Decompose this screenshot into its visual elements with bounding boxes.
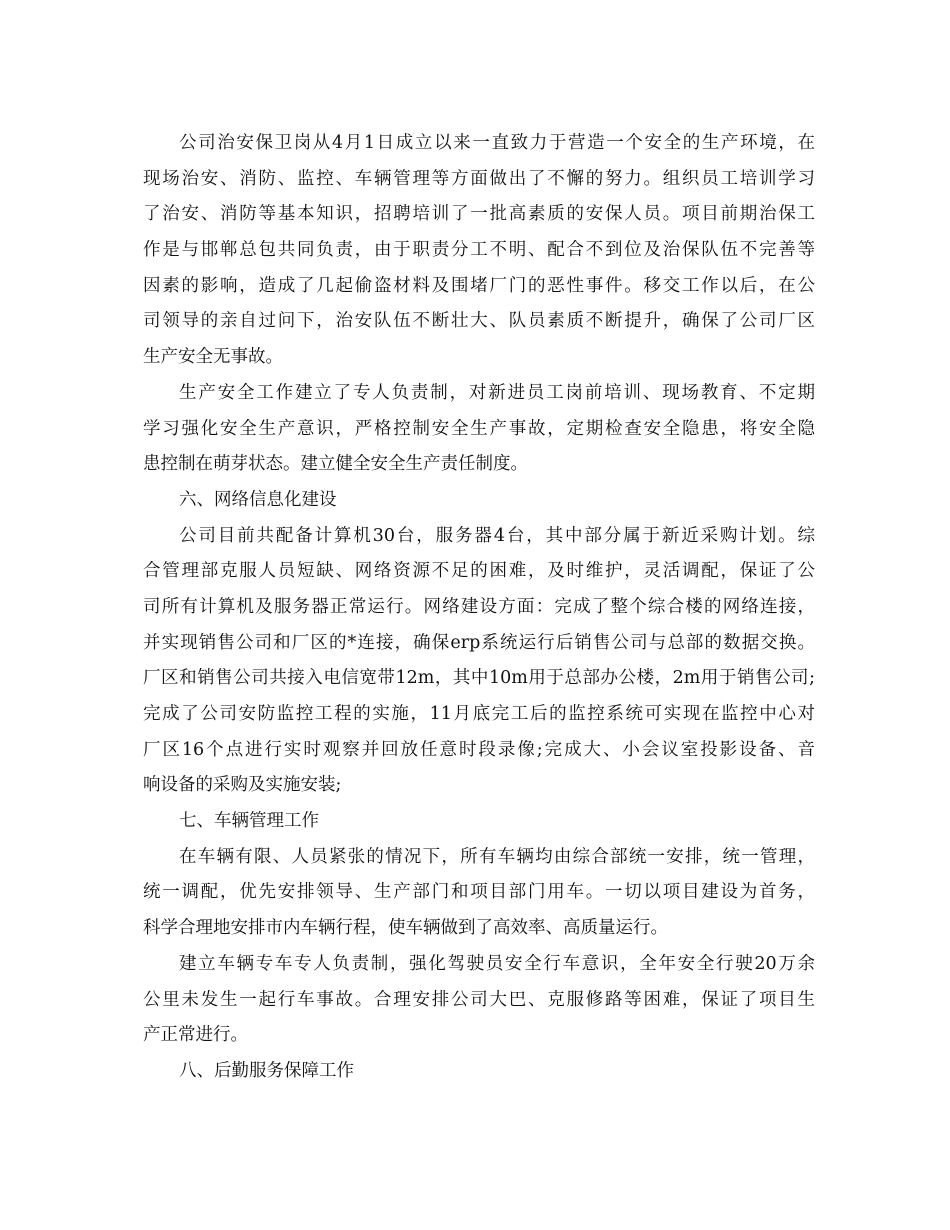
paragraph: [143, 840, 815, 947]
paragraph-line: 公司治安保卫岗从4月1日成立以来一直致力于营造一个安全的生产环境，在: [179, 133, 815, 153]
paragraph-line: 响设备的采购及实施安装;: [143, 775, 342, 796]
paragraph-line: 生产安全无事故。: [143, 347, 283, 368]
paragraph-line: 完成了公司安防监控工程的实施，11月底完工后的监控系统可实现在监控中心对: [143, 704, 815, 724]
paragraph-line: 了治安、消防等基本知识，招聘培训了一批高素质的安保人员。项目前期治保工: [143, 204, 815, 225]
section-heading: [143, 1054, 815, 1090]
paragraph-line: 现场治安、消防、监控、车辆管理等方面做出了不懈的努力。组织员工培训学习: [143, 168, 815, 189]
paragraph-line: 厂区和销售公司共接入电信宽带12m，其中10m用于总部办公楼，2m用于销售公司;: [143, 668, 815, 689]
paragraph-line: 作是与邯郸总包共同负责，由于职责分工不明、配合不到位及治保队伍不完善等: [143, 240, 815, 261]
paragraph-line: 生产安全工作建立了专人负责制，对新进员工岗前培训、现场教育、不定期: [179, 382, 815, 403]
paragraph-line: 厂区16个点进行实时观察并回放任意时段录像;完成大、小会议室投影设备、音: [143, 739, 815, 760]
paragraph-line: 产正常进行。: [143, 1025, 248, 1046]
heading-text: 六、网络信息化建设: [179, 489, 337, 510]
heading-text: 七、车辆管理工作: [179, 811, 319, 832]
paragraph-line: 患控制在萌芽状态。建立健全安全生产责任制度。: [143, 454, 528, 475]
paragraph-line: 公司目前共配备计算机30台，服务器4台，其中部分属于新近采购计划。综: [179, 525, 815, 546]
paragraph-line: 司所有计算机及服务器正常运行。网络建设方面：完成了整个综合楼的网络连接，: [143, 596, 815, 617]
paragraph-line: 因素的影响，造成了几起偷盗材料及围堵厂门的恶性事件。移交工作以后，在公: [143, 275, 815, 296]
paragraph: [143, 519, 815, 805]
paragraph-line: 司领导的亲自过问下，治安队伍不断壮大、队员素质不断提升，确保了公司厂区: [143, 311, 815, 332]
paragraph-line: 并实现销售公司和厂区的*连接，确保erp系统运行后销售公司与总部的数据交换。: [143, 632, 815, 653]
paragraph-line: 合管理部克服人员短缺、网络资源不足的困难，及时维护，灵活调配，保证了公: [143, 561, 815, 582]
paragraph-line: 科学合理地安排市内车辆行程，使车辆做到了高效率、高质量运行。: [143, 918, 668, 939]
paragraph-line: 学习强化安全生产意识，严格控制安全生产事故，定期检查安全隐患，将安全隐: [143, 418, 815, 439]
document-body: [143, 126, 815, 1090]
paragraph-line: 在车辆有限、人员紧张的情况下，所有车辆均由综合部统一安排，统一管理，: [179, 846, 815, 867]
section-heading: [143, 483, 815, 519]
paragraph: [143, 947, 815, 1054]
heading-text: 八、后勤服务保障工作: [179, 1060, 354, 1081]
paragraph-line: 建立车辆专车专人负责制，强化驾驶员安全行车意识，全年安全行驶20万余: [179, 953, 815, 974]
section-heading: [143, 804, 815, 840]
paragraph-line: 统一调配，优先安排领导、生产部门和项目部门用车。一切以项目建设为首务，: [143, 882, 815, 903]
paragraph-line: 公里未发生一起行车事故。合理安排公司大巴、克服修路等困难，保证了项目生: [143, 989, 815, 1010]
paragraph: [143, 376, 815, 483]
paragraph: [143, 126, 815, 376]
